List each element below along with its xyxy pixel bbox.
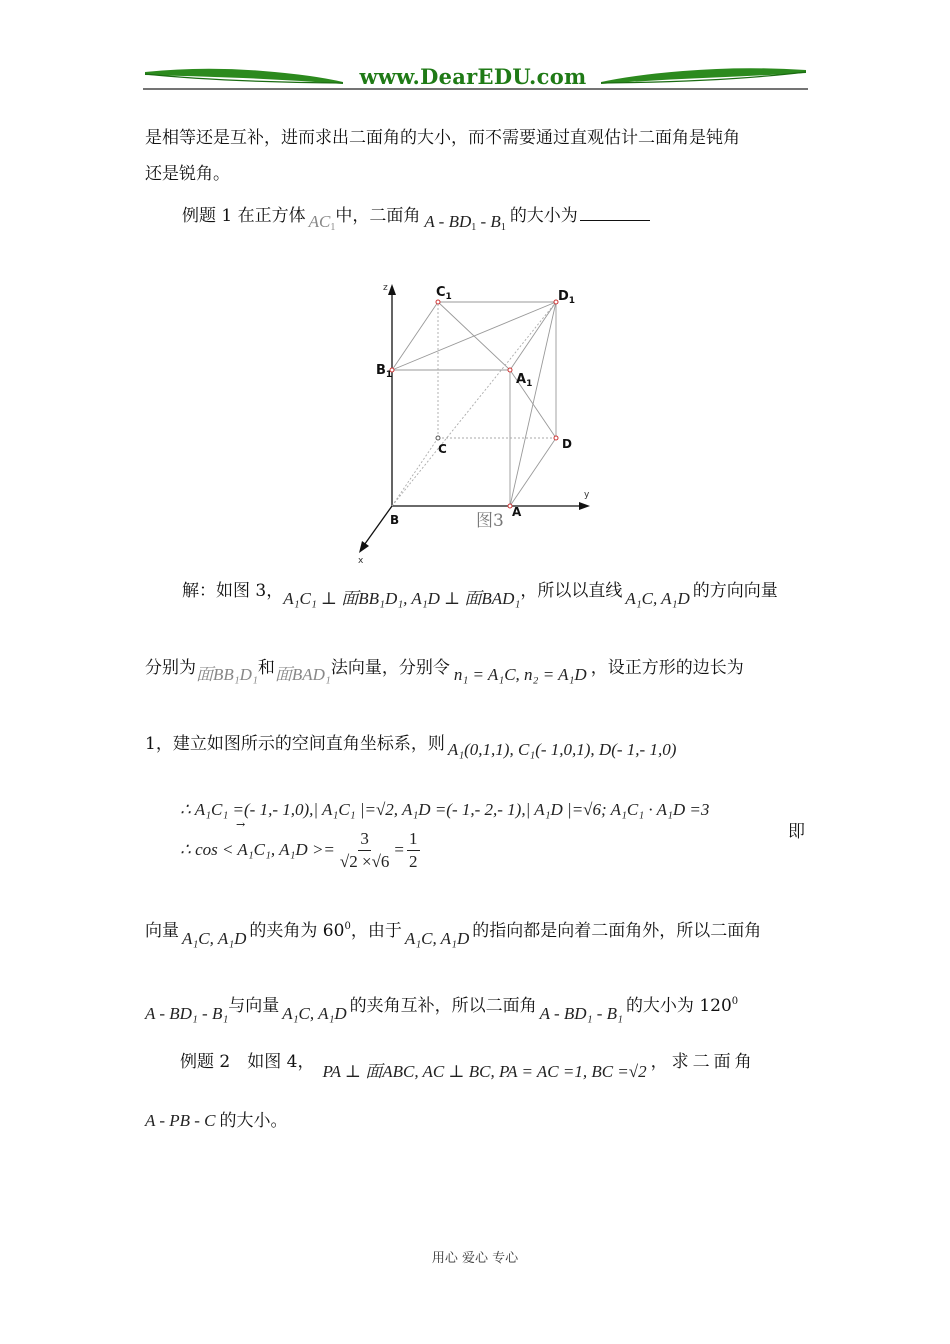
hidden-B-C [392,438,438,506]
solution-line-2 [145,654,744,682]
solution-line-1 [182,577,778,608]
para-line-1: 是相等还是互补，进而求出二面角的大小，而不需要通过直观估计二面角是钝角 [145,128,740,148]
angle-a: A - BD [424,212,472,231]
cube-name [309,212,336,231]
sol-l6-mid: 的夹角为 60 [249,921,345,941]
sol-l6-math: A₁C, A₁D [182,929,247,948]
figure-caption: 图3 [476,511,504,531]
sol-l1-suffix: 的方向向量 [692,581,778,601]
fraction-1 [338,828,392,873]
example1-mid: 中，二面角 [335,206,421,226]
sol-l2-mid: 法向量，分别令 [330,658,450,678]
sol-l7-math2: A₁C, A₁D [282,1004,347,1023]
solution-line-3 [145,730,676,758]
frac1-den: √2 ×√6 [339,852,390,871]
angle-sub1: 1 [471,222,477,233]
fraction-2 [407,828,420,873]
sol-l2-and: 和 [257,658,275,678]
example2-line-1 [180,1048,756,1081]
example1-suffix: 的大小为 [509,206,578,226]
vector-arrow-mark: → [236,818,246,831]
sol-l2-plane2: 面BAD₁ [274,665,331,684]
sol-l6-suffix: 的指向都是向着二面角外，所以二面角 [472,921,762,941]
sol-l2-math: n₁ = A₁C, n₂ = A₁D [453,665,587,684]
x-axis [362,506,392,548]
sol-l6-math2: A₁C, A₁D [404,929,470,948]
footer-text: 用心 爱心 专心 [431,1251,519,1266]
x-arrow [359,541,369,553]
solution-line-7 [145,988,739,1023]
ex2-prefix: 例题 2 如图 4， [180,1052,315,1072]
edge-B1-C1 [392,302,438,370]
example1-prefix: 例题 1 在正方体 [182,206,306,226]
ex2-math: PA ⊥ 面ABC, AC ⊥ BC, PA = AC =1, BC =√2 [322,1062,647,1081]
ex2-l2-math: A - PB - C [145,1111,216,1130]
solution-line-5 [180,828,423,873]
label-D: D [562,437,572,451]
frac2-num: 1 [407,828,420,851]
edge-A-D [510,438,556,506]
label-B: B [390,513,400,527]
point-C [436,436,440,440]
sol-l6-mid2: ，由于 [350,921,402,941]
sol-l7-mid: 与向量 [228,996,280,1016]
sol-l3-prefix: 1，建立如图所示的空间直角坐标系，则 [145,734,445,754]
label-C1: $C_1$ [436,285,452,302]
z-arrow [388,284,396,295]
sol-l3-math: A₁(0,1,1), C₁(- 1,0,1), D(- 1,- 1,0) [447,740,677,759]
para-line-2: 还是锐角。 [145,164,230,184]
frac2-den: 2 [409,852,418,871]
diag-C1-A1 [438,302,510,370]
label-A: A [512,505,522,519]
hidden-B-D1 [392,302,556,506]
cube-figure [340,278,620,563]
sol-l1-prefix: 解：如图 3， [182,581,284,601]
ex2-l2-suffix: 的大小。 [219,1111,288,1131]
sol-l6-prefix: 向量 [145,921,179,941]
label-C: C [438,442,447,456]
edge-A1-D1 [510,302,556,370]
sol-l5-lhs: ∴ cos < A₁C₁, A₁D >= [180,840,335,859]
dihedral-angle [424,212,505,231]
label-B1: $B_1$ [376,363,393,380]
ex2-suffix: ，求二面角 [650,1052,756,1072]
sol-l7-math: A - BD₁ - B₁ [145,1004,229,1023]
sol-l4-ji: 即 [788,822,805,842]
point-C1 [436,300,440,304]
label-D1: $D_1$ [558,289,576,306]
sol-l1-mid: ，所以以直线 [520,581,623,601]
label-z: z [383,283,388,293]
y-arrow [579,502,590,510]
point-A1 [508,368,512,372]
label-x: x [358,556,364,563]
right-swoosh [601,68,806,84]
solution-line-6 [145,913,762,948]
point-D [554,436,558,440]
example1-line [182,202,650,236]
solution-line-4 [180,796,709,824]
sol-l7-deg: 0 [731,996,739,1007]
sol-l5-eq: = [394,840,404,859]
sol-l2-suffix: ，设正方形的边长为 [590,658,744,678]
cube-text: AC [308,212,331,231]
sol-l7-suffix: 的大小为 120 [625,996,732,1016]
sol-l2-plane1: 面BB₁D₁ [196,665,258,684]
sol-l7-math3: A - BD₁ - B₁ [539,1004,623,1023]
sol-l6-deg: 0 [344,921,351,932]
label-y: y [584,490,590,500]
sol-l4-math: ∴ A₁C₁ =(- 1,- 1,0),| A₁C₁ |=√2, A₁D =(- 1,- 2,- 1),| A₁D |=√6; A₁C₁ · A₁D =3 [180,800,710,819]
sol-l1-math: A₁C₁ ⊥ 面BB₁D₁, A₁D ⊥ 面BAD₁ [283,589,521,608]
angle-b: - B [476,212,501,231]
sol-l1-math2: A₁C, A₁D [625,589,690,608]
sol-l7-mid2: 的夹角互补，所以二面角 [349,996,537,1016]
site-title: www.DearEDU.com [359,64,587,89]
angle-sub2: 1 [500,222,506,233]
label-A1: $A_1$ [516,372,533,389]
answer-blank [580,202,650,221]
example2-line-2 [145,1107,288,1135]
frac1-num: 3 [358,828,371,851]
cube-sub: 1 [330,222,336,233]
header-banner [143,60,808,94]
sol-l2-prefix: 分别为 [145,658,196,678]
